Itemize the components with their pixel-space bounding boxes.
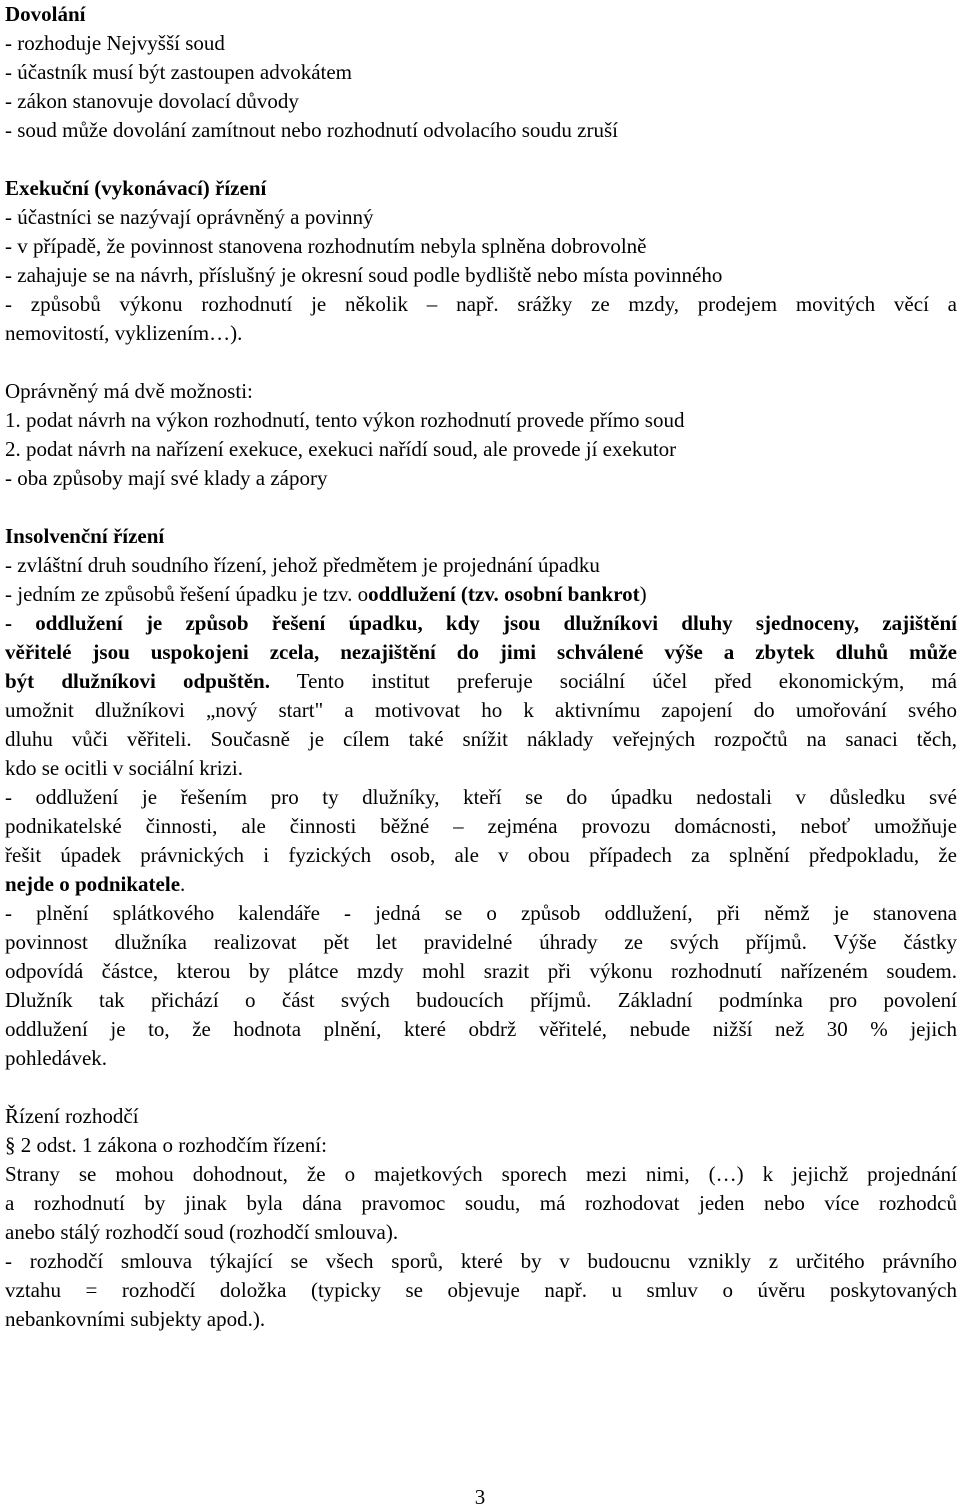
text-run: - jedním ze způsobů řešení úpadku je tzv. o bbox=[5, 582, 369, 606]
paragraph-line bbox=[5, 667, 957, 696]
paragraph-line: - oddlužení je řešením pro ty dlužníky, kteří se do úpadku nedostali v důsledku své bbox=[5, 785, 957, 809]
paragraph-line: Strany se mohou dohodnout, že o majetkových sporech mezi nimi, (…) k jejichž projednání bbox=[5, 1162, 957, 1186]
paragraph-line: Dlužník tak přichází o část svých budoucích příjmů. Základní podmínka pro povolení bbox=[5, 988, 957, 1012]
bold-paragraph-line: - oddlužení je způsob řešení úpadku, kdy jsou dlužníkovi dluhy sjednoceny, zajištění bbox=[5, 611, 957, 635]
paragraph-line: povinnost dlužníka realizovat pět let pravidelné úhrady ze svých příjmů. Výše částky bbox=[5, 930, 957, 954]
numbered-item: 1. podat návrh na výkon rozhodnutí, tento výkon rozhodnutí provede přímo soud bbox=[5, 408, 685, 432]
list-item: - soud může dovolání zamítnout nebo rozhodnutí odvolacího soudu zruší bbox=[5, 118, 618, 142]
paragraph-line: umožnit dlužníkovi „nový start" a motivovat ho k aktivnímu zapojení do umořování svého bbox=[5, 698, 957, 722]
numbered-item: 2. podat návrh na nařízení exekuce, exekuci nařídí soud, ale provede jí exekutor bbox=[5, 437, 677, 461]
bold-paragraph-line: věřitelé jsou uspokojeni zcela, nezajištění do jimi schválené výše a zbytek dluhů může bbox=[5, 640, 957, 664]
text-run-bold: oddlužení (tzv. bbox=[368, 582, 505, 606]
paragraph-reference: § 2 odst. 1 zákona o rozhodčím řízení: bbox=[5, 1133, 327, 1157]
text-run-bold: nejde o podnikatele bbox=[5, 872, 181, 896]
spacer bbox=[5, 348, 957, 377]
document-page bbox=[5, 0, 957, 1334]
paragraph-line: odpovídá částce, kterou by plátce mzdy mohl srazit při výkonu rozhodnutí nařízeném soudem. bbox=[5, 959, 957, 983]
list-item-continuation: nemovitostí, vyklizením…). bbox=[5, 321, 243, 345]
paragraph-line: - plnění splátkového kalendáře - jedná se o způsob oddlužení, při němž je stanovena bbox=[5, 901, 957, 925]
spacer bbox=[5, 1073, 957, 1102]
paragraph-line: podnikatelské činnosti, ale činnosti běžné – zejména provozu domácnosti, neboť umožňuje bbox=[5, 814, 957, 838]
paragraph-line: anebo stálý rozhodčí soud (rozhodčí smlouva). bbox=[5, 1220, 399, 1244]
paragraph-line: dluhu vůči věřiteli. Současně je cílem také snížit náklady veřejných rozpočtů na sanaci těch, bbox=[5, 727, 957, 751]
paragraph-line: vztahu = rozhodčí doložka (typicky se objevuje např. u smluv o úvěru poskytovaných bbox=[5, 1278, 957, 1302]
list-item: - způsobů výkonu rozhodnutí je několik – např. srážky ze mzdy, prodejem movitých věcí a bbox=[5, 292, 957, 316]
paragraph-line: - rozhodčí smlouva týkající se všech sporů, které by v budoucnu vznikly z určitého právního bbox=[5, 1249, 957, 1273]
paragraph-line: nebankovními subjekty apod.). bbox=[5, 1307, 266, 1331]
text-run: ) bbox=[639, 582, 647, 606]
paragraph-line: řešit úpadek právnických i fyzických osob, ale v obou případech za splnění předpokladu, že bbox=[5, 843, 957, 867]
list-item: - zákon stanovuje dovolací důvody bbox=[5, 89, 299, 113]
list-item: - účastníci se nazývají oprávněný a povinný bbox=[5, 205, 374, 229]
list-item: - účastník musí být zastoupen advokátem bbox=[5, 60, 353, 84]
paragraph-line: kdo se ocitli v sociální krizi. bbox=[5, 756, 243, 780]
text-run-bold: být dlužníkovi odpuštěn. bbox=[5, 669, 270, 693]
list-item bbox=[5, 580, 957, 609]
spacer bbox=[5, 145, 957, 174]
list-item: - v případě, že povinnost stanovena rozhodnutím nebyla splněna dobrovolně bbox=[5, 234, 647, 258]
list-item: - zvláštní druh soudního řízení, jehož předmětem je projednání úpadku bbox=[5, 553, 600, 577]
paragraph-line bbox=[5, 870, 957, 899]
spacer bbox=[5, 493, 957, 522]
text-run: Tento institut preferuje sociální účel před ekonomickým, má bbox=[269, 669, 957, 693]
subheading-opravneny: Oprávněný má dvě možnosti: bbox=[5, 379, 253, 403]
section-title-dovolani: Dovolání bbox=[5, 2, 86, 26]
text-run: . bbox=[180, 872, 186, 896]
section-title-insolvencni: Insolvenční řízení bbox=[5, 524, 165, 548]
paragraph-line: a rozhodnutí by jinak byla dána pravomoc soudu, má rozhodovat jeden nebo více rozhodců bbox=[5, 1191, 957, 1215]
paragraph-line: oddlužení je to, že hodnota plnění, které obdrž věřitelé, nebude nižší než 30 % jejich bbox=[5, 1017, 957, 1041]
section-title-exekucni: Exekuční (vykonávací) řízení bbox=[5, 176, 267, 200]
page-number: 3 bbox=[474, 1485, 486, 1509]
list-item: - zahajuje se na návrh, příslušný je okresní soud podle bydliště nebo místa povinného bbox=[5, 263, 723, 287]
list-item: - rozhoduje Nejvyšší soud bbox=[5, 31, 225, 55]
paragraph-line: pohledávek. bbox=[5, 1046, 108, 1070]
section-title-rozhodci: Řízení rozhodčí bbox=[5, 1104, 139, 1128]
text-run-bold: osobní bankrot bbox=[504, 582, 640, 606]
list-item: - oba způsoby mají své klady a zápory bbox=[5, 466, 328, 490]
